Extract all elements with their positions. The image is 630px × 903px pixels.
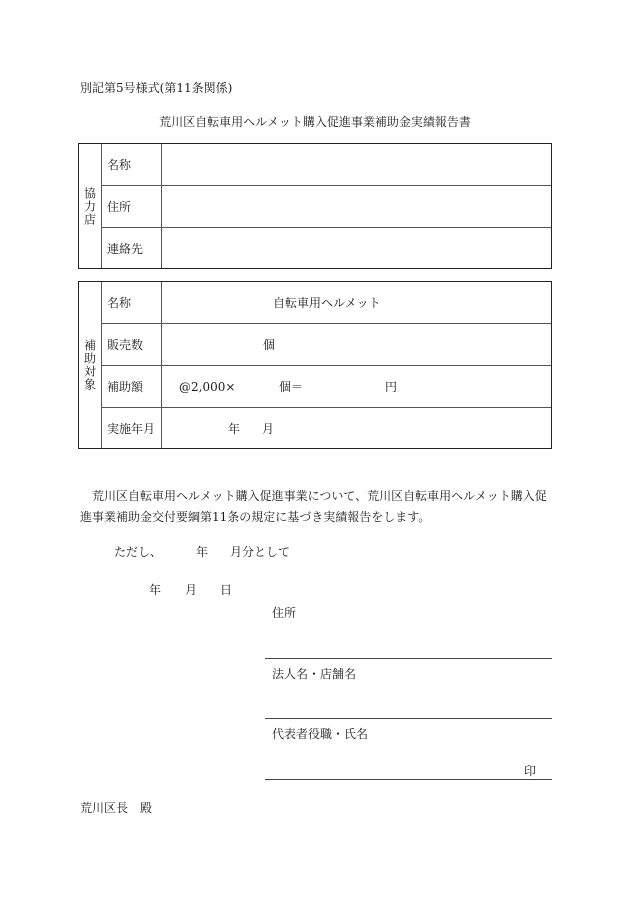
corp-name-label: 法人名・店舗名 <box>272 667 357 681</box>
store-divider-1 <box>101 144 102 268</box>
subsidy-name-value: 自転車用ヘルメット <box>273 296 381 310</box>
period-year-unit: 年 <box>228 422 241 436</box>
form-number: 別記第5号様式(第11条関係) <box>80 81 233 95</box>
subsidy-side-label: 補助対象 <box>82 339 97 391</box>
subsidy-amount-label: 補助額 <box>107 380 144 394</box>
seal-mark: 印 <box>524 764 537 778</box>
address-line[interactable] <box>265 658 552 659</box>
store-row-rule-1 <box>101 185 551 186</box>
document-title: 荒川区自転車用ヘルメット購入促進事業補助金実績報告書 <box>159 115 471 129</box>
proviso-year: 年 <box>196 545 209 559</box>
subsidy-yen-unit: 円 <box>385 380 398 394</box>
subsidy-rate: @2,000× <box>179 380 236 394</box>
period-label: 実施年月 <box>107 422 156 436</box>
representative-line[interactable] <box>265 779 552 780</box>
proviso-month: 月分として <box>230 545 291 559</box>
store-name-label: 名称 <box>107 158 132 172</box>
subsidy-row-rule-3 <box>101 407 551 408</box>
subsidy-row-rule-1 <box>101 323 551 324</box>
store-address-label: 住所 <box>107 200 132 214</box>
representative-label: 代表者役職・氏名 <box>272 727 369 741</box>
proviso-lead: ただし、 <box>114 545 163 559</box>
store-row-rule-2 <box>101 227 551 228</box>
store-contact-label: 連絡先 <box>107 242 144 256</box>
store-side-label: 協力店 <box>82 186 97 226</box>
store-divider-2 <box>161 144 162 268</box>
subsidy-table <box>78 281 552 449</box>
subsidy-count-unit: 個＝ <box>279 380 304 394</box>
date-day: 日 <box>220 583 233 597</box>
date-year: 年 <box>149 583 162 597</box>
sales-count-unit: 個 <box>263 338 276 352</box>
sales-count-label: 販売数 <box>107 338 144 352</box>
store-table <box>78 143 552 269</box>
corp-name-line[interactable] <box>265 718 552 719</box>
address-label: 住所 <box>272 606 297 620</box>
subsidy-row-rule-2 <box>101 365 551 366</box>
period-month-unit: 月 <box>262 422 275 436</box>
subsidy-name-label: 名称 <box>107 296 132 310</box>
body-text: 荒川区自転車用ヘルメット購入促進事業について、荒川区自転車用ヘルメット購入促進事業補助金交付要綱第11条の規定に基づき実績報告をします。 <box>80 489 547 524</box>
date-month: 月 <box>185 583 198 597</box>
addressee: 荒川区長 殿 <box>80 801 153 815</box>
